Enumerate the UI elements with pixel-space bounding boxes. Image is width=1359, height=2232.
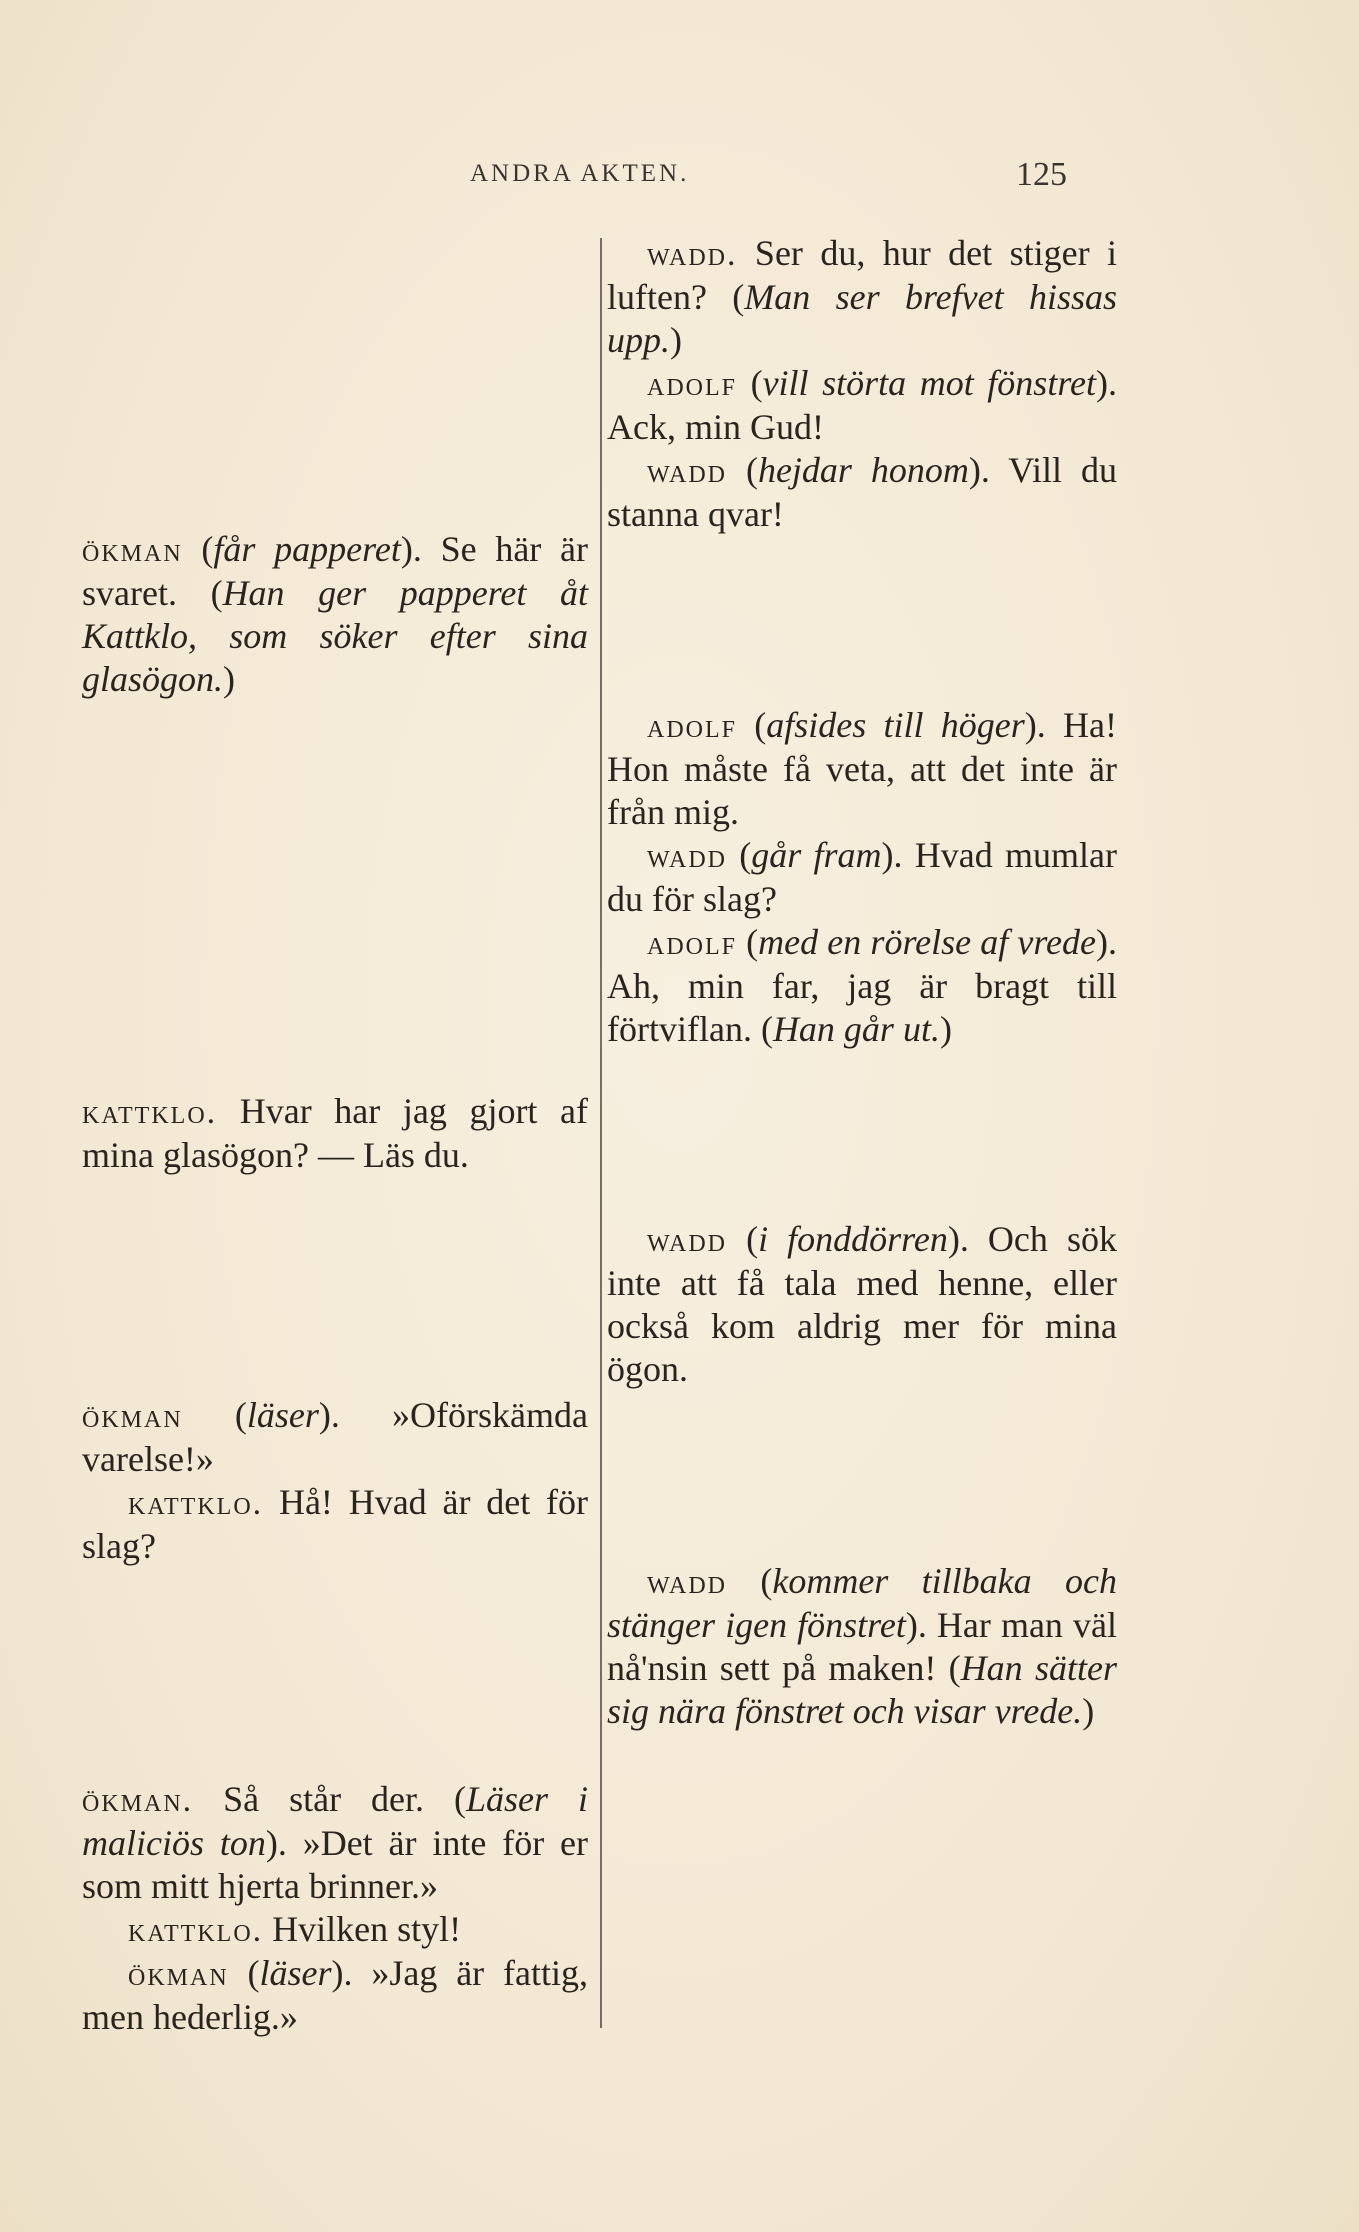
speaker-name: ökman <box>82 532 183 569</box>
stage-direction: Han går ut. <box>772 1009 940 1049</box>
speaker-name: ökman <box>82 1398 183 1435</box>
stage-direction: i fonddörren <box>758 1219 948 1259</box>
left-speech-okman-2 <box>82 1394 588 1568</box>
dialogue-text: ). Har man väl nå'nsin sett på maken! ( <box>607 1605 1117 1688</box>
speaker-name: wadd <box>647 1564 727 1601</box>
dialogue-text: ( <box>228 1953 260 1993</box>
dialogue-text: ). »Jag är fattig, men hederlig.» <box>82 1953 588 2037</box>
dialogue-text: ( <box>727 835 752 875</box>
dialogue-text: ). Vill du stanna qvar! <box>607 450 1117 534</box>
speaker-name: ökman. <box>82 1782 194 1819</box>
speaker-name: ökman <box>128 1956 229 1993</box>
right-speech-wadd-3 <box>607 1560 1117 1733</box>
stage-direction: läser <box>259 1953 332 1993</box>
right-speech-wadd-1 <box>607 232 1117 536</box>
dialogue-text: ) <box>1082 1691 1095 1731</box>
dialogue-text: ( <box>737 922 759 962</box>
speaker-name: kattklo. <box>82 1094 218 1131</box>
right-speech-wadd-2 <box>607 1218 1117 1391</box>
right-speech-adolf-1 <box>607 704 1117 1051</box>
stage-direction: Läser i maliciös ton <box>82 1779 588 1863</box>
speaker-name: wadd <box>647 453 727 490</box>
dialogue-text: ). Se här är svaret. ( <box>82 529 588 613</box>
dialogue-text: ). Och sök inte att få tala med henne, eller också kom aldrig mer för mina ögon. <box>607 1219 1117 1389</box>
page-number: 125 <box>1016 156 1067 193</box>
stage-direction: Han sätter sig nära fönstret och visar vrede. <box>607 1648 1117 1731</box>
stage-direction: går fram <box>751 835 882 875</box>
dialogue-text: ( <box>182 1395 247 1435</box>
stage-direction: afsides till höger <box>766 705 1025 745</box>
left-speech-okman-1 <box>82 528 588 701</box>
dialogue-text: ). Ha! Hon måste få veta, att det inte är från mig. <box>607 705 1117 832</box>
dialogue-text: ). Ah, min far, jag är bragt till förtviflan. ( <box>607 922 1118 1049</box>
dialogue-text: ) <box>223 659 236 699</box>
stage-direction: läser <box>246 1395 319 1435</box>
dialogue-text: ) <box>939 1009 952 1049</box>
dialogue-text: ( <box>737 705 767 745</box>
speaker-name: kattklo. <box>128 1485 264 1522</box>
stage-direction: vill störta mot fönstret <box>762 363 1096 403</box>
running-head: ANDRA AKTEN. <box>470 160 690 187</box>
speaker-name: wadd. <box>647 236 738 273</box>
speaker-name: adolf <box>647 708 738 745</box>
left-speech-kattklo-1 <box>82 1090 588 1177</box>
speaker-name: adolf <box>647 925 738 962</box>
dialogue-text: Hvar har jag gjort af mina glasögon? — Läs du. <box>82 1091 588 1175</box>
speaker-name: wadd <box>647 1222 727 1259</box>
dialogue-text: Hvilken styl! <box>263 1909 462 1949</box>
dialogue-text: ( <box>727 450 758 490</box>
dialogue-text: ) <box>670 320 682 360</box>
left-speech-okman-3 <box>82 1778 588 2039</box>
dialogue-text: Hå! Hvad är det för slag? <box>82 1482 588 1566</box>
speaker-name: wadd <box>647 838 727 875</box>
column-divider <box>600 238 602 2028</box>
stage-direction: Man ser brefvet hissas upp. <box>607 277 1117 360</box>
dialogue-text: ( <box>737 363 763 403</box>
dialogue-text: ( <box>182 529 214 569</box>
stage-direction: kommer tillbaka och stänger igen fönstret <box>607 1561 1117 1645</box>
dialogue-text: ). Hvad mumlar du för slag? <box>607 835 1117 919</box>
stage-direction: hejdar honom <box>757 450 969 490</box>
stage-direction: får papperet <box>213 529 401 569</box>
dialogue-text: Så står der. ( <box>193 1779 466 1819</box>
stage-direction: Han ger papperet åt Kattklo, som söker efter sina glasögon. <box>82 573 588 699</box>
stage-direction: med en rörelse af vrede <box>758 922 1097 962</box>
dialogue-text: ). »Oförskämda varelse!» <box>82 1395 588 1479</box>
speaker-name: kattklo. <box>128 1912 264 1949</box>
dialogue-text: ( <box>727 1219 759 1259</box>
speaker-name: adolf <box>647 366 738 403</box>
dialogue-text: ( <box>727 1561 773 1601</box>
dialogue-text: ). Ack, min Gud! <box>607 363 1117 447</box>
dialogue-text: ). »Det är inte för er som mitt hjerta brinner.» <box>82 1823 589 1906</box>
dialogue-text: Ser du, hur det stiger i luften? ( <box>607 233 1117 317</box>
